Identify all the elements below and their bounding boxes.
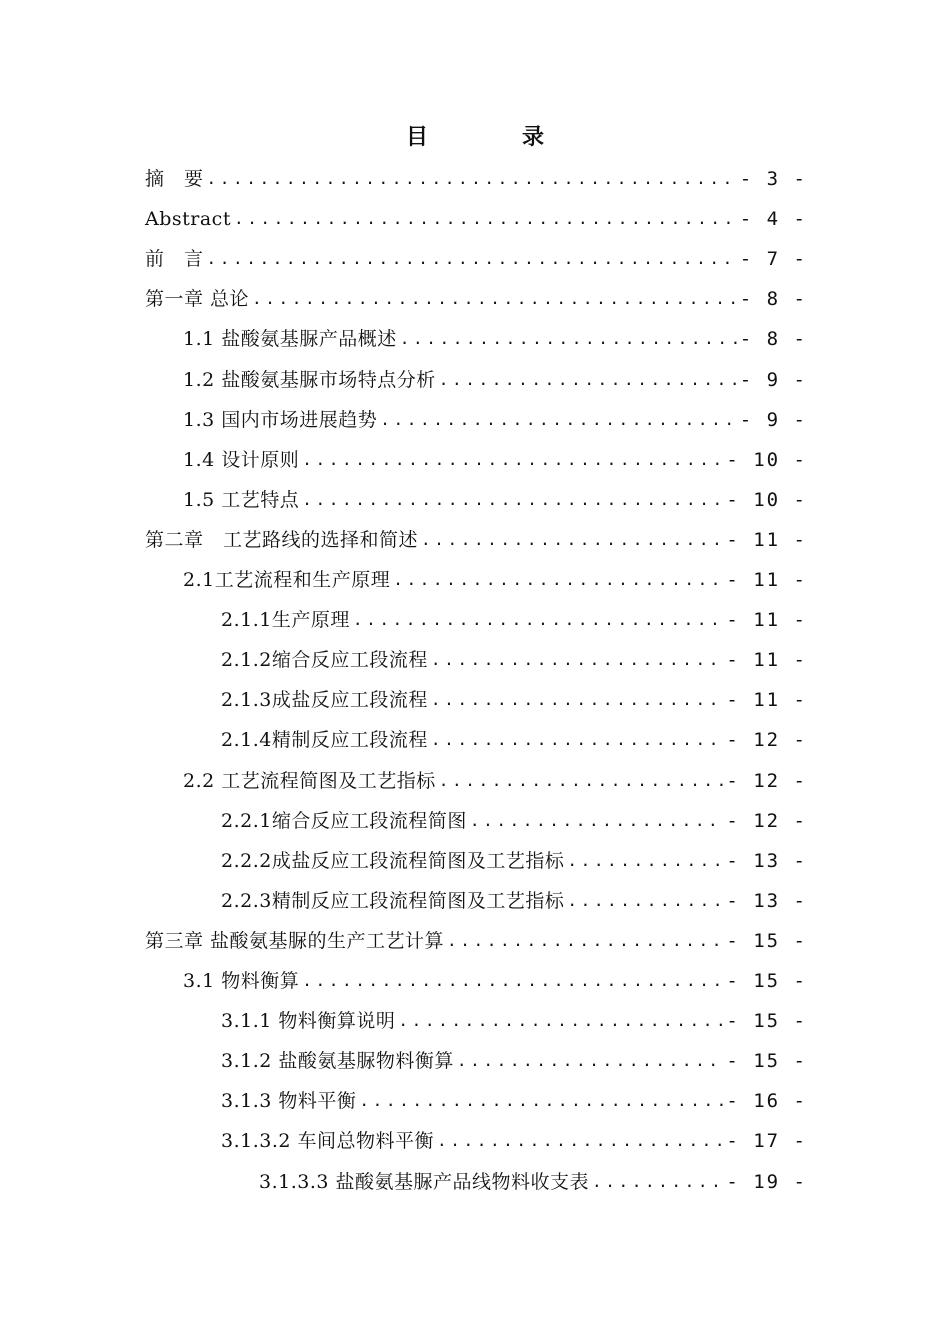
toc-entry[interactable] [145, 200, 807, 238]
toc-entry-text: 3.1.3.2 车间总物料平衡 [221, 1130, 435, 1152]
toc-page-number: - 11 - [726, 529, 807, 551]
toc-entry-text: 3.1.3 物料平衡 [221, 1090, 357, 1112]
toc-entry-text: 2.2 工艺流程简图及工艺指标 [183, 770, 436, 792]
toc-entry-text: 摘 要 [145, 168, 204, 190]
toc-page-number: - 17 - [726, 1130, 807, 1152]
toc-entry-text: 第二章 工艺路线的选择和简述 [145, 529, 419, 551]
toc-dot-leader [302, 441, 723, 479]
toc-dot-leader [439, 361, 737, 399]
toc-entry-text: 1.4 设计原则 [183, 449, 300, 471]
toc-dot-leader [567, 882, 723, 920]
toc-entry-text: 3.1.1 物料衡算说明 [221, 1010, 396, 1032]
toc-entry-text: 2.2.2成盐反应工段流程简图及工艺指标 [221, 850, 565, 872]
toc-dot-leader [592, 1163, 723, 1201]
toc-entry-text: 1.2 盐酸氨基脲市场特点分析 [183, 369, 436, 391]
toc-dot-leader [207, 160, 737, 198]
toc-page-number: - 12 - [726, 770, 807, 792]
toc-page-number: - 15 - [726, 1010, 807, 1032]
toc-page-number: - 19 - [726, 1171, 807, 1193]
toc-entry-text: 2.1.2缩合反应工段流程 [221, 649, 428, 671]
toc-page-number: - 11 - [726, 649, 807, 671]
toc-dot-leader [380, 401, 737, 439]
toc-entry-text: 2.1.1生产原理 [221, 609, 350, 631]
toc-page-number: - 4 - [739, 208, 807, 230]
toc-entry-text: 2.1工艺流程和生产原理 [183, 569, 391, 591]
toc-page-number: - 10 - [726, 489, 807, 511]
toc-entry[interactable] [221, 802, 807, 840]
toc-entry-text: 2.2.1缩合反应工段流程简图 [221, 810, 467, 832]
toc-dot-leader [398, 1002, 723, 1040]
toc-entry[interactable] [183, 762, 807, 800]
toc-dot-leader [393, 561, 723, 599]
toc-entry[interactable] [221, 1122, 807, 1160]
toc-entry-text: 前 言 [145, 248, 204, 270]
toc-page-number: - 12 - [726, 729, 807, 751]
toc-entry[interactable] [183, 481, 807, 519]
toc-entry[interactable] [183, 561, 807, 599]
toc-page-number: - 9 - [739, 409, 807, 431]
toc-dot-leader [359, 1082, 723, 1120]
toc-dot-leader [437, 1122, 723, 1160]
toc-entry[interactable] [183, 401, 807, 439]
toc-page-number: - 16 - [726, 1090, 807, 1112]
toc-dot-leader [421, 521, 723, 559]
toc-page-number: - 11 - [726, 689, 807, 711]
toc-dot-leader [470, 802, 724, 840]
toc-entry[interactable] [221, 641, 807, 679]
toc-dot-leader [431, 681, 724, 719]
toc-dot-leader [302, 481, 723, 519]
toc-page-number: - 8 - [739, 288, 807, 310]
toc-entry[interactable] [221, 882, 807, 920]
toc-dot-leader [207, 240, 737, 278]
toc-entry[interactable] [183, 962, 807, 1000]
toc-entry-text: 1.3 国内市场进展趋势 [183, 409, 378, 431]
toc-page-number: - 15 - [726, 1050, 807, 1072]
toc-entry-text: 2.1.3成盐反应工段流程 [221, 689, 428, 711]
toc-dot-leader [252, 280, 737, 318]
toc-entry[interactable] [221, 842, 807, 880]
toc-dot-leader [439, 762, 724, 800]
toc-entry-text: 3.1 物料衡算 [183, 970, 300, 992]
toc-entry[interactable] [259, 1163, 807, 1201]
toc-entry-text: 1.5 工艺特点 [183, 489, 300, 511]
toc-page-number: - 9 - [739, 369, 807, 391]
toc-page-number: - 11 - [726, 569, 807, 591]
toc-entry[interactable] [183, 441, 807, 479]
toc-page-number: - 3 - [739, 168, 807, 190]
toc-entry[interactable] [221, 601, 807, 639]
toc-entry[interactable] [145, 280, 807, 318]
toc-dot-leader [234, 200, 737, 238]
toc-page-number: - 12 - [726, 810, 807, 832]
toc-page-number: - 13 - [726, 850, 807, 872]
toc-entry[interactable] [221, 1082, 807, 1120]
toc-entry-text: 第一章 总论 [145, 288, 250, 310]
toc-entry[interactable] [221, 1042, 807, 1080]
toc-dot-leader [567, 842, 723, 880]
toc-page-number: - 8 - [739, 328, 807, 350]
toc-entry[interactable] [145, 160, 807, 198]
toc-entry[interactable] [221, 721, 807, 759]
toc-page-number: - 13 - [726, 890, 807, 912]
toc-entry-text: 第三章 盐酸氨基脲的生产工艺计算 [145, 930, 445, 952]
toc-entry-text: 3.1.2 盐酸氨基脲物料衡算 [221, 1050, 454, 1072]
toc-dot-leader [400, 320, 737, 358]
toc-page-number: - 15 - [726, 930, 807, 952]
toc-dot-leader [302, 962, 723, 1000]
toc-entry-text: 2.1.4精制反应工段流程 [221, 729, 428, 751]
toc-entry[interactable] [145, 240, 807, 278]
toc-dot-leader [457, 1042, 723, 1080]
toc-entry[interactable] [183, 320, 807, 358]
toc-entry-text: 1.1 盐酸氨基脲产品概述 [183, 328, 397, 350]
toc-dot-leader [431, 721, 724, 759]
toc-entry[interactable] [145, 521, 807, 559]
toc-entry[interactable] [221, 681, 807, 719]
toc-entry[interactable] [221, 1002, 807, 1040]
toc-dot-leader [431, 641, 724, 679]
toc-entry[interactable] [145, 922, 807, 960]
toc-page-number: - 15 - [726, 970, 807, 992]
toc-entry-text: Abstract [145, 208, 231, 230]
toc-entry[interactable] [183, 361, 807, 399]
toc-entry-text: 2.2.3精制反应工段流程简图及工艺指标 [221, 890, 565, 912]
toc-dot-leader [447, 922, 723, 960]
toc-page-number: - 11 - [726, 609, 807, 631]
toc-dot-leader [353, 601, 724, 639]
toc-page-number: - 10 - [726, 449, 807, 471]
toc-title: 目 录 [405, 124, 580, 150]
toc-page-number: - 7 - [739, 248, 807, 270]
toc-entry-text: 3.1.3.3 盐酸氨基脲产品线物料收支表 [259, 1171, 590, 1193]
